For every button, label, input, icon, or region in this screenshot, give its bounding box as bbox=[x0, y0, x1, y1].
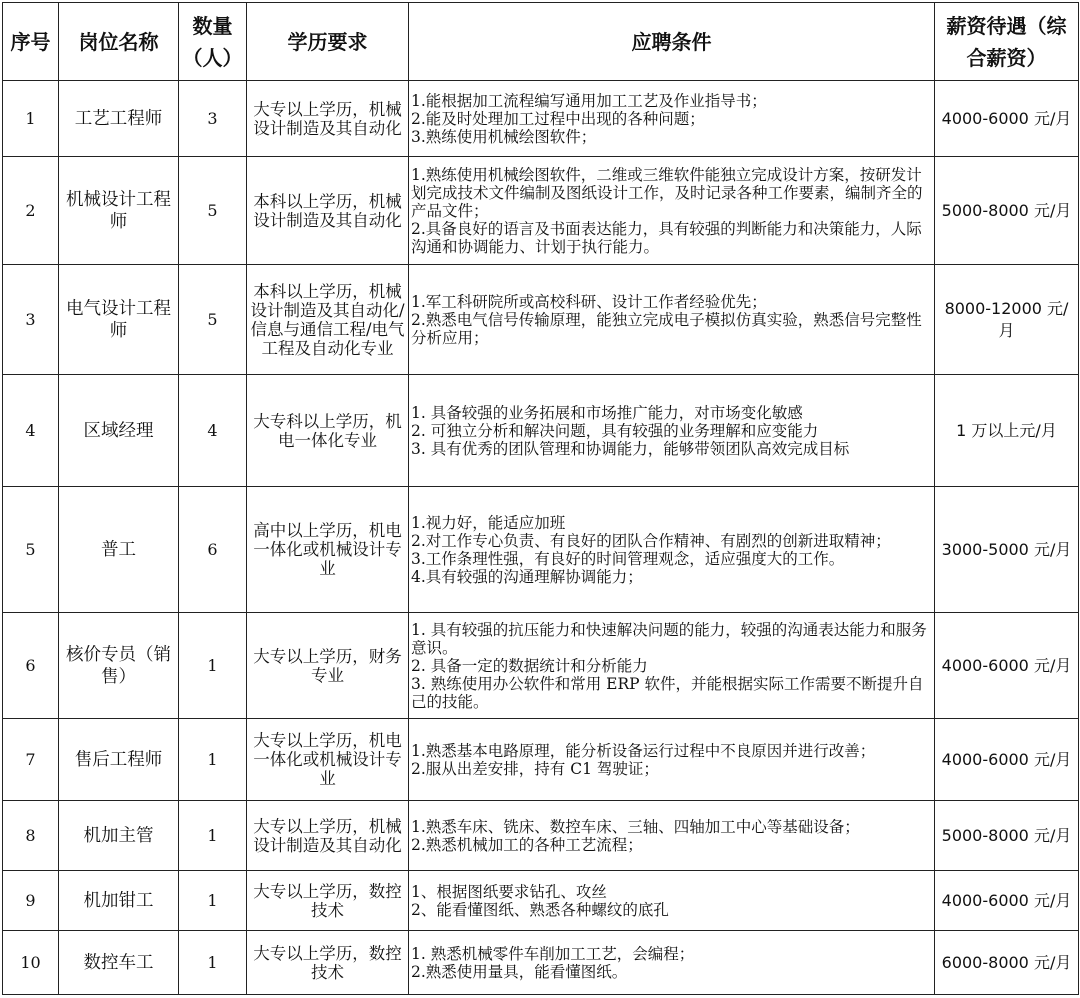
recruitment-table bbox=[2, 2, 1079, 995]
cond-line: 2.熟悉电气信号传输原理，能独立完成电子模拟仿真实验，熟悉信号完整性分析应用； bbox=[411, 310, 922, 347]
row-cond bbox=[409, 157, 935, 265]
cond-line: 4.具有较强的沟通理解协调能力； bbox=[411, 567, 643, 586]
row-edu: 大专科以上学历，机电一体化专业 bbox=[247, 375, 409, 487]
row-no: 7 bbox=[3, 719, 59, 801]
row-cond bbox=[409, 871, 935, 931]
row-no: 10 bbox=[3, 931, 59, 995]
cond-line: 3. 具有优秀的团队管理和协调能力，能够带领团队高效完成目标 bbox=[411, 439, 850, 458]
row-salary: 5000-8000 元/月 bbox=[935, 157, 1079, 265]
cond-line: 1. 熟悉机械零件车削加工工艺，会编程； bbox=[411, 944, 695, 963]
row-title: 核价专员（销售） bbox=[59, 613, 179, 719]
row-salary: 4000-6000 元/月 bbox=[935, 871, 1079, 931]
cond-line: 1.视力好，能适应加班 bbox=[411, 513, 566, 532]
header-title: 岗位名称 bbox=[59, 3, 179, 81]
table-row bbox=[3, 719, 1079, 801]
row-qty: 1 bbox=[179, 871, 247, 931]
cond-line: 2.熟悉使用量具，能看懂图纸。 bbox=[411, 962, 628, 981]
row-title: 工艺工程师 bbox=[59, 81, 179, 157]
row-cond bbox=[409, 719, 935, 801]
cond-line: 3. 熟练使用办公软件和常用 ERP 软件，并能根据实际工作需要不断提升自己的技能。 bbox=[411, 674, 924, 711]
row-edu: 高中以上学历，机电一体化或机械设计专业 bbox=[247, 487, 409, 613]
table-row bbox=[3, 81, 1079, 157]
cond-line: 1.熟悉车床、铣床、数控车床、三轴、四轴加工中心等基础设备； bbox=[411, 817, 860, 836]
row-edu: 大专以上学历，数控技术 bbox=[247, 871, 409, 931]
cond-line: 2、能看懂图纸、熟悉各种螺纹的底孔 bbox=[411, 900, 669, 919]
row-cond bbox=[409, 81, 935, 157]
cond-line: 1.能根据加工流程编写通用加工工艺及作业指导书； bbox=[411, 91, 767, 110]
row-no: 1 bbox=[3, 81, 59, 157]
row-qty: 3 bbox=[179, 81, 247, 157]
row-salary: 4000-6000 元/月 bbox=[935, 81, 1079, 157]
row-cond bbox=[409, 931, 935, 995]
row-edu: 大专以上学历，数控技术 bbox=[247, 931, 409, 995]
cond-line: 2.对工作专心负责、有良好的团队合作精神、有剧烈的创新进取精神； bbox=[411, 531, 891, 550]
row-title: 数控车工 bbox=[59, 931, 179, 995]
row-no: 4 bbox=[3, 375, 59, 487]
row-edu: 大专以上学历，机电一体化或机械设计专业 bbox=[247, 719, 409, 801]
row-salary: 1 万以上元/月 bbox=[935, 375, 1079, 487]
header-qty: 数量（人） bbox=[179, 3, 247, 81]
row-edu: 本科以上学历，机械设计制造及其自动化 bbox=[247, 157, 409, 265]
header-edu: 学历要求 bbox=[247, 3, 409, 81]
row-title: 电气设计工程师 bbox=[59, 265, 179, 375]
cond-line: 3.工作条理性强，有良好的时间管理观念，适应强度大的工作。 bbox=[411, 549, 845, 568]
cond-line: 1.军工科研院所或高校科研、设计工作者经验优先； bbox=[411, 292, 767, 311]
table-row bbox=[3, 265, 1079, 375]
row-no: 9 bbox=[3, 871, 59, 931]
row-no: 3 bbox=[3, 265, 59, 375]
row-cond bbox=[409, 375, 935, 487]
table-body bbox=[3, 81, 1079, 995]
row-title: 普工 bbox=[59, 487, 179, 613]
row-salary: 4000-6000 元/月 bbox=[935, 719, 1079, 801]
row-qty: 1 bbox=[179, 719, 247, 801]
cond-line: 1、根据图纸要求钻孔、攻丝 bbox=[411, 882, 607, 901]
table-row bbox=[3, 375, 1079, 487]
row-cond bbox=[409, 265, 935, 375]
table-row bbox=[3, 157, 1079, 265]
row-edu: 大专以上学历，财务专业 bbox=[247, 613, 409, 719]
cond-line: 2. 可独立分析和解决问题，具有较强的业务理解和应变能力 bbox=[411, 421, 819, 440]
row-qty: 5 bbox=[179, 265, 247, 375]
header-cond: 应聘条件 bbox=[409, 3, 935, 81]
row-salary: 5000-8000 元/月 bbox=[935, 801, 1079, 871]
row-title: 机械设计工程师 bbox=[59, 157, 179, 265]
cond-line: 2.服从出差安排，持有 C1 驾驶证； bbox=[411, 759, 659, 778]
row-cond bbox=[409, 801, 935, 871]
cond-line: 1.熟练使用机械绘图软件，二维或三维软件能独立完成设计方案，按研发计划完成技术文件编制及图纸设计工作，及时记录各种工作要素，编制齐全的产品文件； bbox=[411, 165, 923, 220]
cond-line: 1.熟悉基本电路原理，能分析设备运行过程中不良原因并进行改善； bbox=[411, 741, 876, 760]
row-qty: 5 bbox=[179, 157, 247, 265]
row-salary: 8000-12000 元/月 bbox=[935, 265, 1079, 375]
table-row bbox=[3, 487, 1079, 613]
row-no: 6 bbox=[3, 613, 59, 719]
row-title: 区域经理 bbox=[59, 375, 179, 487]
table-row bbox=[3, 871, 1079, 931]
row-salary: 3000-5000 元/月 bbox=[935, 487, 1079, 613]
cond-line: 3.熟练使用机械绘图软件； bbox=[411, 127, 597, 146]
row-qty: 1 bbox=[179, 801, 247, 871]
row-no: 5 bbox=[3, 487, 59, 613]
row-qty: 6 bbox=[179, 487, 247, 613]
header-row bbox=[3, 3, 1079, 81]
row-cond bbox=[409, 487, 935, 613]
row-no: 8 bbox=[3, 801, 59, 871]
header-no: 序号 bbox=[3, 3, 59, 81]
cond-line: 1. 具有较强的抗压能力和快速解决问题的能力，较强的沟通表达能力和服务意识。 bbox=[411, 620, 927, 657]
row-qty: 1 bbox=[179, 613, 247, 719]
row-title: 售后工程师 bbox=[59, 719, 179, 801]
header-salary: 薪资待遇（综合薪资） bbox=[935, 3, 1079, 81]
row-salary: 6000-8000 元/月 bbox=[935, 931, 1079, 995]
cond-line: 2. 具备一定的数据统计和分析能力 bbox=[411, 656, 648, 675]
table-row bbox=[3, 613, 1079, 719]
cond-line: 2.熟悉机械加工的各种工艺流程； bbox=[411, 835, 643, 854]
cond-line: 2.具备良好的语言及书面表达能力，具有较强的判断能力和决策能力，人际沟通和协调能力、计划于执行能力。 bbox=[411, 219, 922, 256]
row-edu: 本科以上学历，机械设计制造及其自动化/信息与通信工程/电气工程及自动化专业 bbox=[247, 265, 409, 375]
row-qty: 4 bbox=[179, 375, 247, 487]
table-row bbox=[3, 931, 1079, 995]
row-salary: 4000-6000 元/月 bbox=[935, 613, 1079, 719]
row-edu: 大专以上学历，机械设计制造及其自动化 bbox=[247, 801, 409, 871]
table-row bbox=[3, 801, 1079, 871]
row-title: 机加钳工 bbox=[59, 871, 179, 931]
row-no: 2 bbox=[3, 157, 59, 265]
row-qty: 1 bbox=[179, 931, 247, 995]
cond-line: 1. 具备较强的业务拓展和市场推广能力，对市场变化敏感 bbox=[411, 403, 803, 422]
row-cond bbox=[409, 613, 935, 719]
row-title: 机加主管 bbox=[59, 801, 179, 871]
row-edu: 大专以上学历，机械设计制造及其自动化 bbox=[247, 81, 409, 157]
cond-line: 2.能及时处理加工过程中出现的各种问题； bbox=[411, 109, 705, 128]
